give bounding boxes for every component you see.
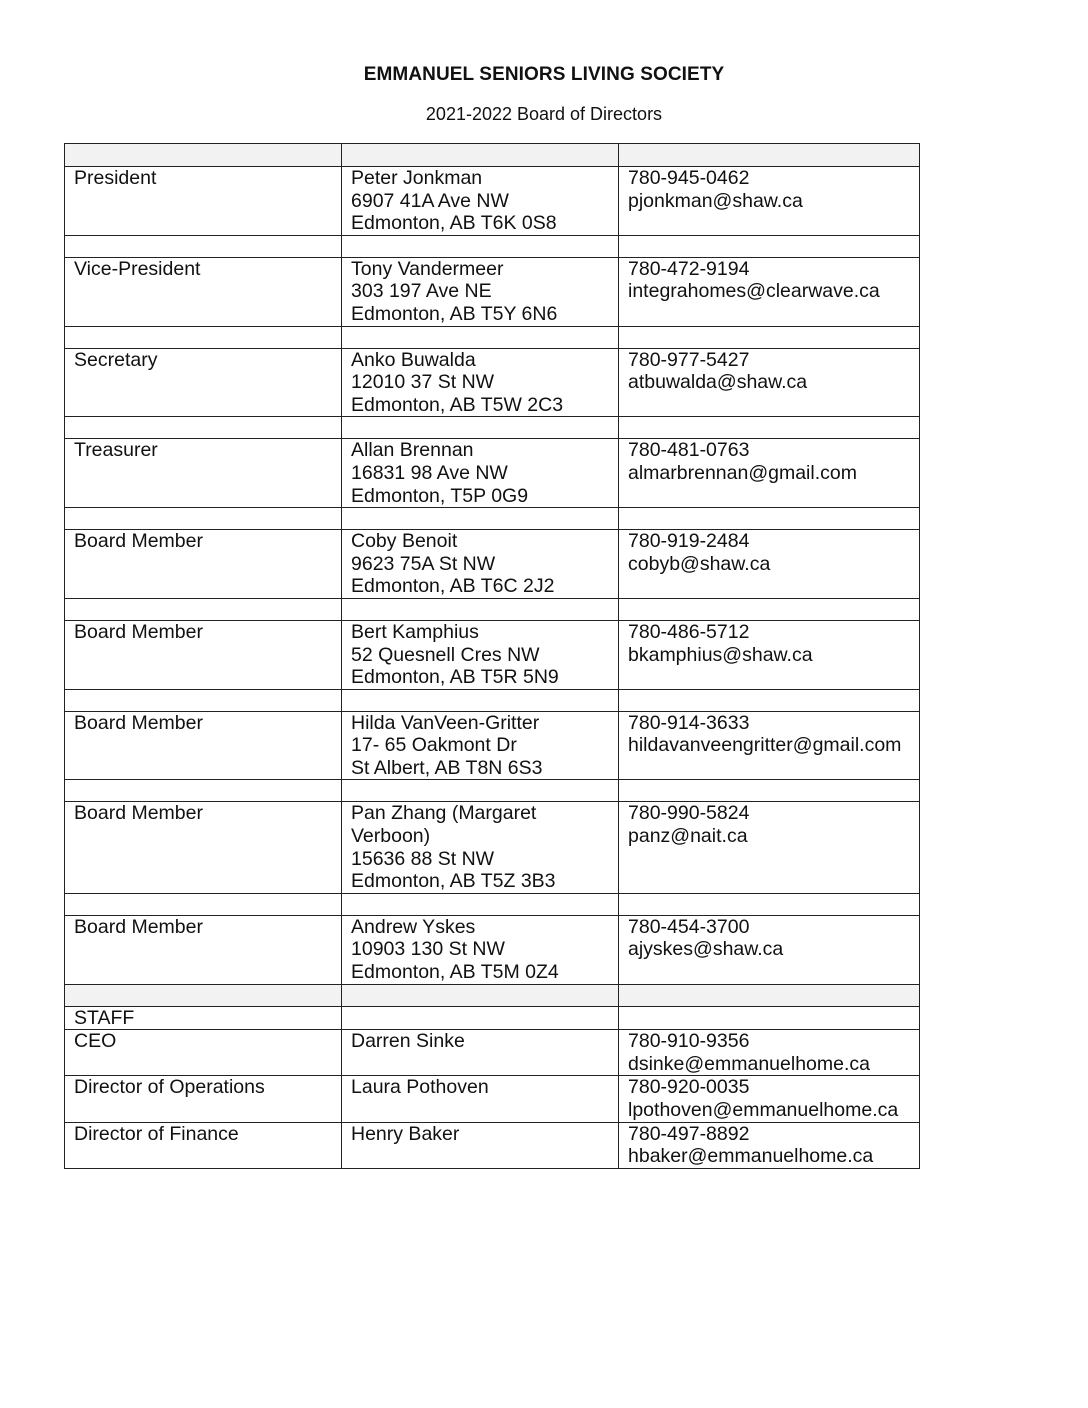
board-member-row bbox=[65, 167, 920, 236]
document-title: EMMANUEL SENIORS LIVING SOCIETY bbox=[363, 64, 725, 85]
spacer-cell bbox=[342, 235, 619, 257]
email-address: panz@nait.ca bbox=[628, 825, 748, 848]
board-member-row bbox=[65, 915, 920, 984]
role-label: Board Member bbox=[74, 530, 203, 553]
staff-name: Darren Sinke bbox=[351, 1030, 465, 1053]
email-address: hbaker@emmanuelhome.ca bbox=[628, 1145, 874, 1168]
contact-cell bbox=[342, 530, 619, 599]
document-subtitle: 2021-2022 Board of Directors bbox=[425, 104, 663, 124]
staff-row bbox=[65, 1030, 920, 1076]
email-address: lpothoven@emmanuelhome.ca bbox=[628, 1099, 899, 1121]
role-cell bbox=[65, 1030, 342, 1076]
address-line: 12010 37 St NW bbox=[351, 371, 495, 394]
spacer-cell bbox=[342, 326, 619, 348]
staff-section-label: STAFF bbox=[74, 1006, 135, 1029]
spacer-row bbox=[65, 598, 920, 620]
spacer-row bbox=[65, 235, 920, 257]
staff-label-cell bbox=[65, 1006, 342, 1030]
spacer-row bbox=[65, 417, 920, 439]
role-label: CEO bbox=[74, 1030, 117, 1053]
spacer-row bbox=[65, 326, 920, 348]
role-label: Vice-President bbox=[74, 257, 201, 280]
spacer-cell bbox=[65, 326, 342, 348]
board-member-row bbox=[65, 348, 920, 417]
role-label: Board Member bbox=[74, 620, 203, 643]
spacer-cell bbox=[619, 417, 920, 439]
role-cell bbox=[65, 915, 342, 984]
role-cell bbox=[65, 348, 342, 417]
email-address: atbuwalda@shaw.ca bbox=[628, 371, 808, 394]
role-cell bbox=[65, 167, 342, 236]
spacer-cell bbox=[619, 508, 920, 530]
phone-number: 780-990-5824 bbox=[628, 802, 750, 825]
board-member-row bbox=[65, 530, 920, 599]
role-cell bbox=[65, 257, 342, 326]
board-member-row bbox=[65, 257, 920, 326]
address-line: Edmonton, AB T5Z 3B3 bbox=[351, 870, 556, 893]
role-label: President bbox=[74, 167, 157, 189]
phone-number: 780-919-2484 bbox=[628, 530, 750, 553]
member-name: Bert Kamphius bbox=[351, 620, 479, 643]
phone-number: 780-910-9356 bbox=[628, 1030, 750, 1053]
phone-email-cell bbox=[619, 530, 920, 599]
role-label: Treasurer bbox=[74, 439, 158, 462]
contact-cell bbox=[342, 257, 619, 326]
spacer-row bbox=[65, 508, 920, 530]
spacer-cell bbox=[342, 508, 619, 530]
address-line: 15636 88 St NW bbox=[351, 847, 495, 870]
phone-email-cell bbox=[619, 620, 920, 689]
staff-name: Laura Pothoven bbox=[351, 1076, 489, 1099]
address-line: 303 197 Ave NE bbox=[351, 280, 492, 303]
empty-cell bbox=[619, 1006, 920, 1030]
address-line: Edmonton, AB T6C 2J2 bbox=[351, 575, 555, 598]
email-address: bkamphius@shaw.ca bbox=[628, 643, 813, 666]
address-line: 9623 75A St NW bbox=[351, 552, 496, 575]
role-cell bbox=[65, 530, 342, 599]
role-label: Board Member bbox=[74, 802, 203, 825]
staff-section-row bbox=[65, 1006, 920, 1030]
spacer-cell bbox=[65, 689, 342, 711]
staff-row bbox=[65, 1122, 920, 1168]
role-cell bbox=[65, 1076, 342, 1122]
member-name-continued: Verboon) bbox=[351, 825, 431, 848]
role-cell bbox=[65, 802, 342, 893]
member-name: Andrew Yskes bbox=[351, 915, 476, 938]
spacer-cell bbox=[342, 893, 619, 915]
spacer-row bbox=[65, 780, 920, 802]
contact-cell bbox=[342, 711, 619, 780]
spacer-cell bbox=[342, 689, 619, 711]
board-member-row bbox=[65, 711, 920, 780]
email-address: almarbrennan@gmail.com bbox=[628, 461, 857, 484]
phone-number: 780-472-9194 bbox=[628, 257, 750, 280]
spacer-cell bbox=[342, 780, 619, 802]
phone-email-cell bbox=[619, 915, 920, 984]
contact-cell bbox=[342, 915, 619, 984]
member-name: Allan Brennan bbox=[351, 439, 474, 462]
member-name: Tony Vandermeer bbox=[351, 257, 504, 280]
name-cell bbox=[342, 1122, 619, 1168]
role-cell bbox=[65, 620, 342, 689]
role-cell bbox=[65, 1122, 342, 1168]
address-line: Edmonton, AB T5M 0Z4 bbox=[351, 961, 559, 984]
spacer-cell bbox=[65, 984, 342, 1006]
role-label: Director of Finance bbox=[74, 1122, 239, 1145]
staff-name: Henry Baker bbox=[351, 1122, 460, 1145]
role-label: Director of Operations bbox=[74, 1076, 265, 1099]
address-line: Edmonton, AB T6K 0S8 bbox=[351, 212, 557, 235]
contact-cell bbox=[342, 620, 619, 689]
spacer-cell bbox=[619, 780, 920, 802]
phone-number: 780-945-0462 bbox=[628, 167, 750, 189]
header-cell bbox=[65, 144, 342, 167]
email-address: hildavanveengritter@gmail.com bbox=[628, 734, 902, 757]
role-cell bbox=[65, 439, 342, 508]
member-name: Peter Jonkman bbox=[351, 167, 483, 189]
phone-number: 780-977-5427 bbox=[628, 348, 750, 371]
email-address: ajyskes@shaw.ca bbox=[628, 938, 784, 961]
spacer-cell bbox=[65, 508, 342, 530]
address-line: Edmonton, AB T5W 2C3 bbox=[351, 393, 564, 416]
name-cell bbox=[342, 1030, 619, 1076]
spacer-cell bbox=[619, 598, 920, 620]
name-cell bbox=[342, 1076, 619, 1122]
address-line: 52 Quesnell Cres NW bbox=[351, 643, 540, 666]
address-line: 17- 65 Oakmont Dr bbox=[351, 734, 517, 757]
spacer-cell bbox=[342, 984, 619, 1006]
spacer-cell bbox=[619, 235, 920, 257]
role-label: Secretary bbox=[74, 348, 158, 371]
phone-number: 780-920-0035 bbox=[628, 1076, 750, 1099]
phone-email-cell bbox=[619, 257, 920, 326]
spacer-cell bbox=[619, 326, 920, 348]
spacer-row bbox=[65, 984, 920, 1006]
directors-table bbox=[64, 143, 920, 1169]
email-address: cobyb@shaw.ca bbox=[628, 552, 771, 575]
contact-cell bbox=[342, 167, 619, 236]
phone-email-cell bbox=[619, 1076, 920, 1122]
member-name: Anko Buwalda bbox=[351, 348, 476, 371]
address-line: 10903 130 St NW bbox=[351, 938, 505, 961]
email-address: pjonkman@shaw.ca bbox=[628, 189, 803, 212]
address-line: 6907 41A Ave NW bbox=[351, 189, 509, 212]
phone-number: 780-486-5712 bbox=[628, 620, 750, 643]
member-name: Hilda VanVeen-Gritter bbox=[351, 711, 540, 734]
contact-cell bbox=[342, 348, 619, 417]
board-member-row bbox=[65, 439, 920, 508]
phone-number: 780-481-0763 bbox=[628, 439, 750, 462]
phone-email-cell bbox=[619, 167, 920, 236]
staff-row bbox=[65, 1076, 920, 1122]
empty-cell bbox=[342, 1006, 619, 1030]
spacer-cell bbox=[65, 893, 342, 915]
phone-email-cell bbox=[619, 439, 920, 508]
spacer-cell bbox=[619, 984, 920, 1006]
phone-number: 780-914-3633 bbox=[628, 711, 750, 734]
address-line: St Albert, AB T8N 6S3 bbox=[351, 756, 543, 779]
table-header-row bbox=[65, 144, 920, 167]
spacer-cell bbox=[619, 689, 920, 711]
board-member-row bbox=[65, 802, 920, 893]
member-name: Coby Benoit bbox=[351, 530, 458, 553]
role-cell bbox=[65, 711, 342, 780]
board-member-row bbox=[65, 620, 920, 689]
spacer-row bbox=[65, 689, 920, 711]
spacer-cell bbox=[619, 893, 920, 915]
member-name: Pan Zhang (Margaret bbox=[351, 802, 537, 825]
role-label: Board Member bbox=[74, 915, 203, 938]
phone-number: 780-454-3700 bbox=[628, 915, 750, 938]
phone-email-cell bbox=[619, 1122, 920, 1168]
address-line: Edmonton, AB T5Y 6N6 bbox=[351, 302, 558, 325]
spacer-cell bbox=[65, 780, 342, 802]
spacer-row bbox=[65, 893, 920, 915]
phone-email-cell bbox=[619, 802, 920, 893]
role-label: Board Member bbox=[74, 711, 203, 734]
contact-cell bbox=[342, 802, 619, 893]
address-line: Edmonton, AB T5R 5N9 bbox=[351, 666, 559, 689]
phone-email-cell bbox=[619, 1030, 920, 1076]
spacer-cell bbox=[342, 417, 619, 439]
spacer-cell bbox=[342, 598, 619, 620]
email-address: dsinke@emmanuelhome.ca bbox=[628, 1052, 870, 1075]
phone-number: 780-497-8892 bbox=[628, 1122, 750, 1145]
phone-email-cell bbox=[619, 348, 920, 417]
spacer-cell bbox=[65, 235, 342, 257]
header-cell bbox=[619, 144, 920, 167]
spacer-cell bbox=[65, 598, 342, 620]
address-line: Edmonton, T5P 0G9 bbox=[351, 484, 529, 507]
email-address: integrahomes@clearwave.ca bbox=[628, 280, 880, 303]
contact-cell bbox=[342, 439, 619, 508]
phone-email-cell bbox=[619, 711, 920, 780]
header-cell bbox=[342, 144, 619, 167]
address-line: 16831 98 Ave NW bbox=[351, 461, 508, 484]
spacer-cell bbox=[65, 417, 342, 439]
